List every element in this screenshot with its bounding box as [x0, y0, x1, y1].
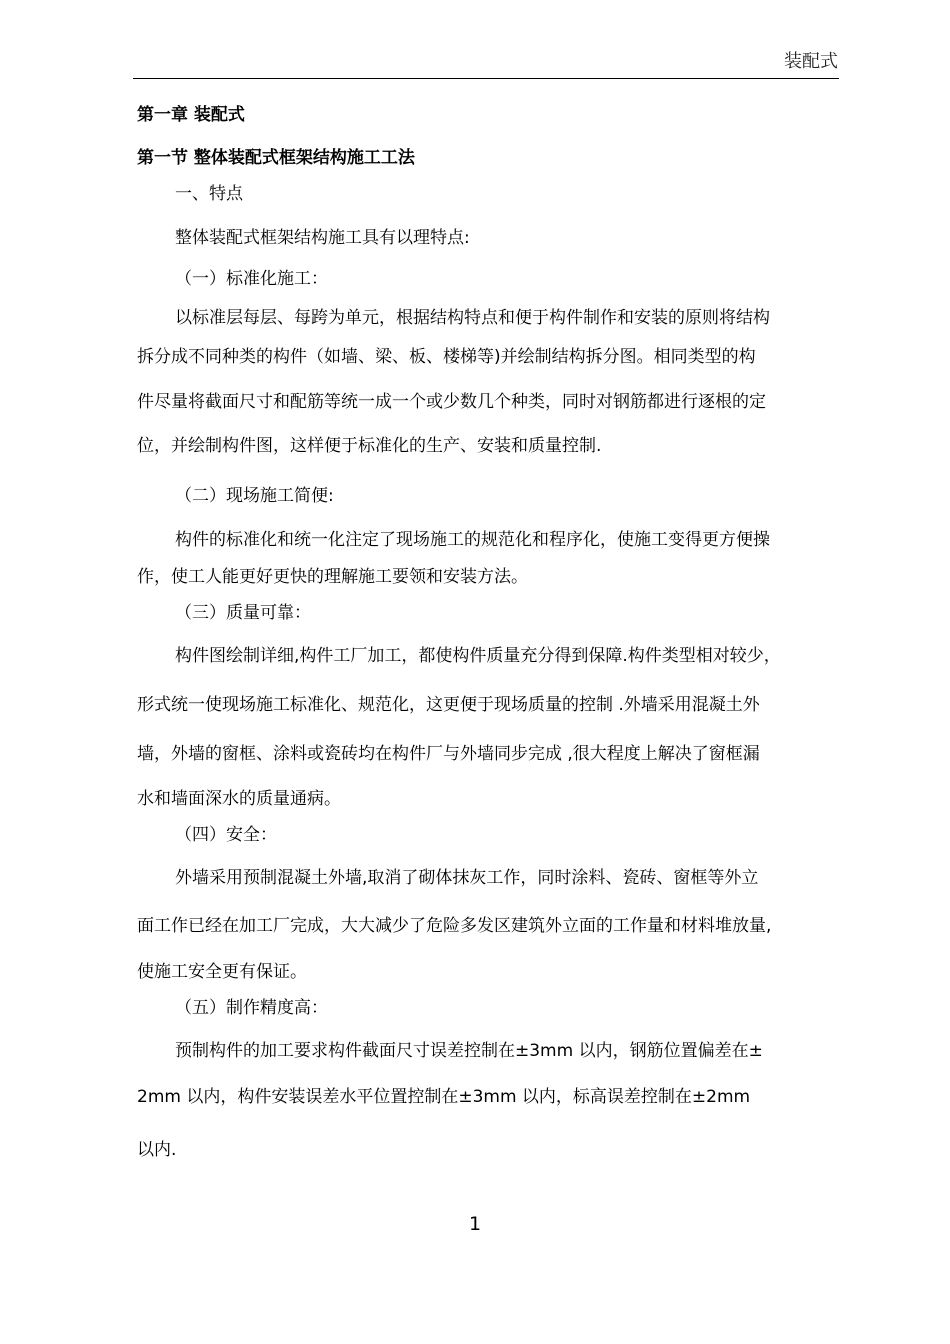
- item-heading-quality: （三）质量可靠：: [175, 603, 311, 623]
- paragraph-line: 2mm 以内，构件安装误差水平位置控制在±3mm 以内，标高误差控制在±2mm: [137, 1087, 751, 1107]
- header-title: 装配式: [784, 51, 838, 72]
- paragraph-line: 以标准层每层、每跨为单元，根据结构特点和便于构件制作和安装的原则将结构: [175, 308, 770, 328]
- paragraph-line: 拆分成不同种类的构件（如墙、梁、板、楼梯等)并绘制结构拆分图。相同类型的构: [137, 347, 756, 367]
- item-heading-onsite: （二）现场施工简便:: [175, 486, 334, 506]
- paragraph-line: 件尽量将截面尺寸和配筋等统一成一个或少数几个种类，同时对钢筋都进行逐根的定: [137, 392, 766, 412]
- paragraph-line: 构件图绘制详细,构件工厂加工，都使构件质量充分得到保障.构件类型相对较少，: [175, 646, 781, 666]
- paragraph-line: 水和墙面深水的质量通病。: [137, 789, 341, 809]
- paragraph-line: 形式统一使现场施工标准化、规范化，这更便于现场质量的控制 .外墙采用混凝土外: [137, 695, 760, 715]
- paragraph-line: 作，使工人能更好更快的理解施工要领和安装方法。: [137, 567, 528, 587]
- header-divider: [133, 78, 839, 79]
- paragraph-line: 构件的标准化和统一化注定了现场施工的规范化和程序化，使施工变得更方便操: [175, 530, 770, 550]
- intro-paragraph: 整体装配式框架结构施工具有以理特点:: [175, 228, 470, 248]
- item-heading-precision: （五）制作精度高：: [175, 998, 328, 1018]
- paragraph-line: 预制构件的加工要求构件截面尺寸误差控制在±3mm 以内，钢筋位置偏差在±: [175, 1041, 763, 1061]
- paragraph-line: 外墙采用预制混凝土外墙,取消了砌体抹灰工作，同时涂料、瓷砖、窗框等外立: [175, 868, 759, 888]
- page-number: 1: [468, 1213, 482, 1235]
- item-heading-safety: （四）安全：: [175, 825, 277, 845]
- paragraph-line: 使施工安全更有保证。: [137, 962, 307, 982]
- section-title: 第一节 整体装配式框架结构施工工法: [137, 148, 415, 168]
- item-heading-standardization: （一）标准化施工：: [175, 269, 328, 289]
- paragraph-line: 墙，外墙的窗框、涂料或瓷砖均在构件厂与外墙同步完成 ,很大程度上解决了窗框漏: [137, 744, 760, 764]
- chapter-title: 第一章 装配式: [137, 105, 245, 125]
- paragraph-line: 以内.: [137, 1140, 177, 1160]
- paragraph-line: 位，并绘制构件图，这样便于标准化的生产、安装和质量控制.: [137, 436, 602, 456]
- subsection-title: 一、特点: [175, 184, 243, 204]
- paragraph-line: 面工作已经在加工厂完成，大大减少了危险多发区建筑外立面的工作量和材料堆放量,: [137, 916, 772, 936]
